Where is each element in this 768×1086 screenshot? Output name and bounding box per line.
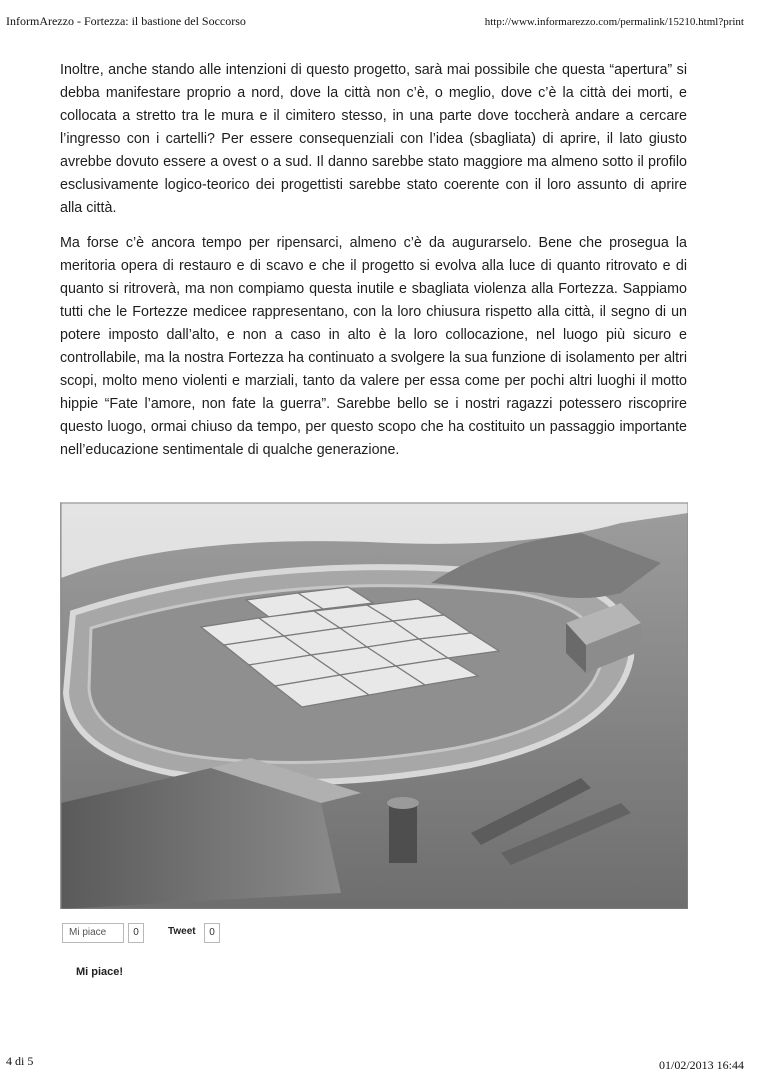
like-heading: Mi piace! (76, 966, 124, 978)
like-count: 0 (128, 923, 144, 943)
article-paragraph-1: Inoltre, anche stando alle intenzioni di questo progetto, sarà mai possibile che questa “apertura” si debba manifestare proprio a nord, dove la città non c’è, o meglio, dove c’è la città dei morti, e collocata a stretto tra le mura e il cimitero stesso, in una parte dove toccherà andare a cercare l’ingresso con i cartelli? Per essere consequenziali con l’idea (sbagliata) di aprire, il lato giusto avrebbe dovuto essere a ovest o a sud. Il danno sarebbe stato maggiore ma almeno sotto il profilo esclusivamente logico-teorico dei progettisti sarebbe stato coerente con il loro assunto di aprire alla città. (60, 62, 687, 216)
print-header (0, 10, 768, 32)
like-button[interactable]: Mi piace (62, 923, 124, 943)
print-datetime: 01/02/2013 16:44 (658, 1058, 744, 1072)
article-body (60, 59, 687, 462)
tweet-count: 0 (204, 923, 220, 943)
page-url: http://www.informarezzo.com/permalink/15210.html?print (484, 16, 744, 28)
page-number: 4 di 5 (6, 1054, 34, 1068)
article-paragraph-2: Ma forse c’è ancora tempo per ripensarci, almeno c’è da augurarselo. Bene che prosegua la meritoria opera di restauro e di scavo e che il progetto si evolva alla luce di quanto ritrovato e di quanto si ritroverà, ma non compiamo questa inutile e sbagliata violenza alla Fortezza. Sappiamo tutti che le Fortezze medicee rappresentano, con la loro chiusura rispetto alla città, il segno di un potere imposto dall’alto, e non a caso in alto è la loro collocazione, nel luogo più sicuro e controllabile, ma la nostra Fortezza ha continuato a svolgere la sua funzione di isolamento per altri scopi, molto meno violenti e marziali, tanto da valere per essa come per pochi altri luoghi il motto hippie “Fate l’amore, non fate la guerra”. Sarebbe bello se i nostri ragazzi potessero riscoprire questo luogo, ormai chiuso da tempo, per questo scopo che ha costituito un passaggio importante nell’educazione sentimentale di qualche generazione. (60, 235, 687, 458)
tweet-button[interactable]: Tweet (162, 923, 204, 941)
page-title: InformArezzo - Fortezza: il bastione del Soccorso (6, 14, 246, 28)
project-rendering-image (60, 502, 688, 909)
